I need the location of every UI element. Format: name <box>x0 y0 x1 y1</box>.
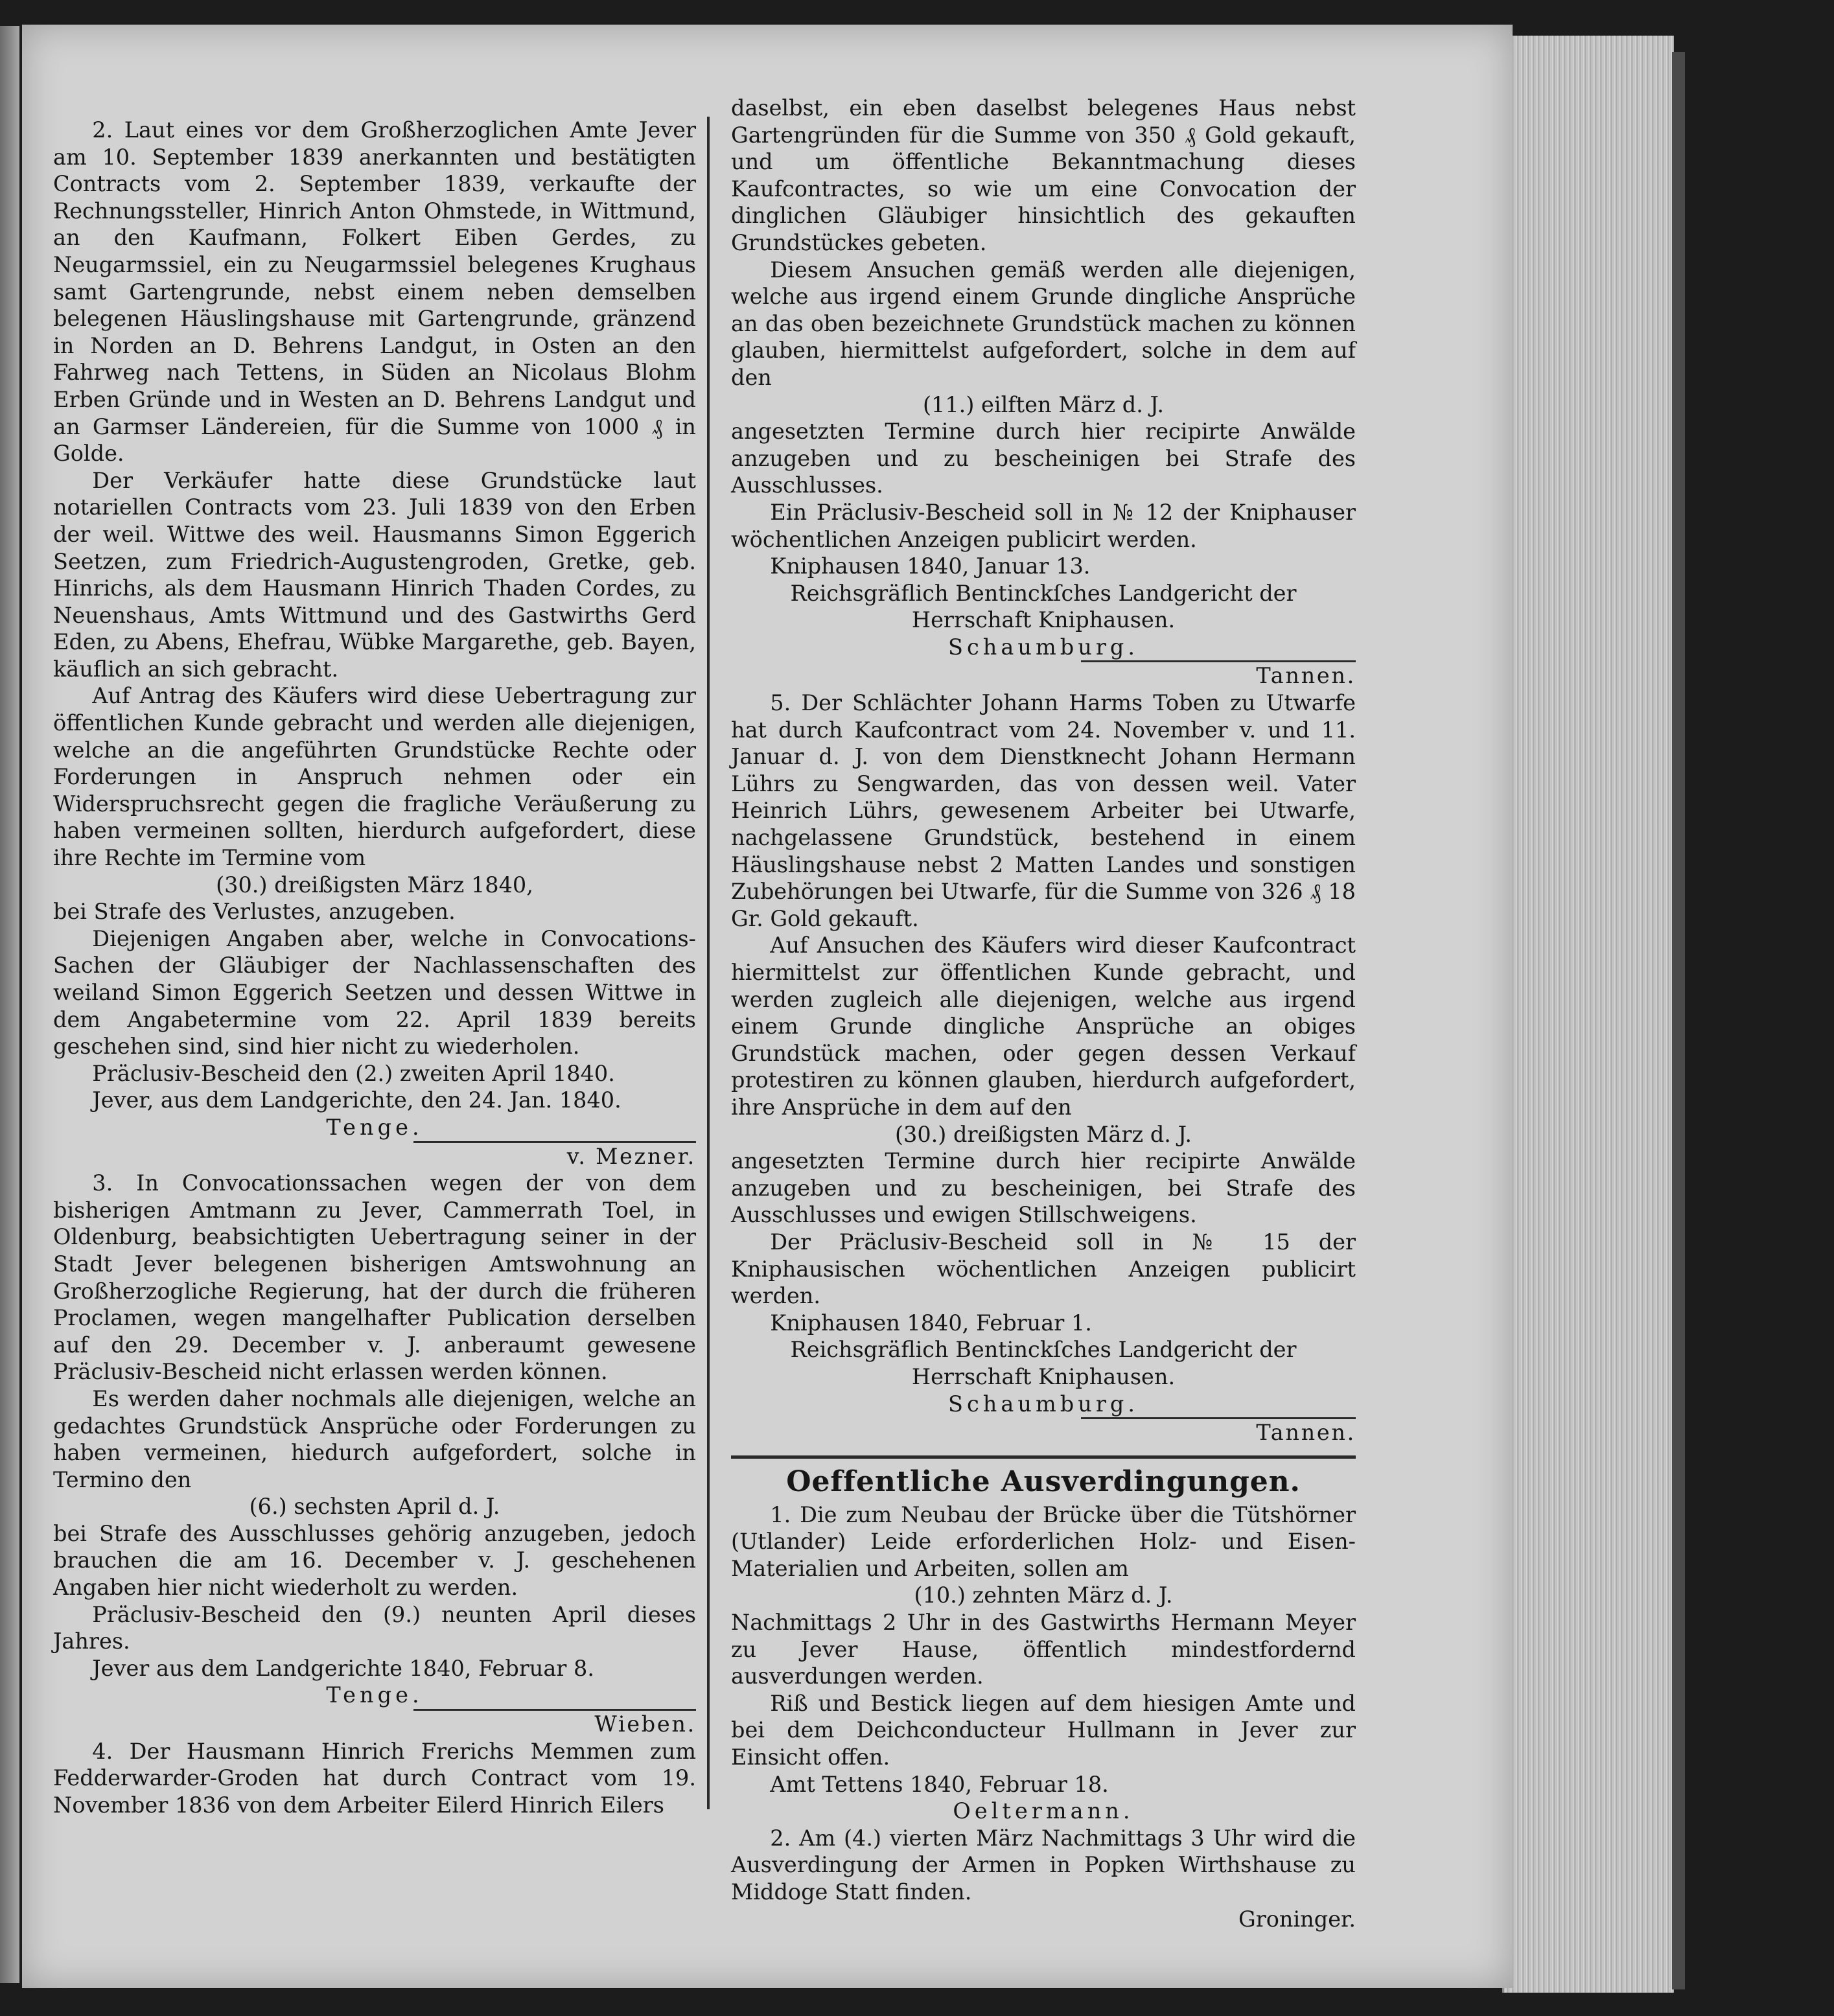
right-paragraph-22: Nachmittags 2 Uhr in des Gastwirths Hermann Meyer zu Jever Hause, öffentlich mindestfordernd ausverdungen werden. <box>731 1610 1356 1689</box>
right-paragraph-23: Riß und Bestick liegen auf dem hiesigen Amte und bei dem Deichconducteur Hullmann in Jever zur Einsicht offen. <box>731 1690 1356 1770</box>
left-paragraph-6: Präclusiv-Bescheid den (2.) zweiten April 1840. <box>92 1060 615 1086</box>
right-paragraph-14: Kniphausen 1840, Februar 1. <box>770 1310 1092 1336</box>
left-paragraph-12: (6.) sechsten April d. J. <box>249 1494 500 1520</box>
book-edge-shadow <box>1672 52 1685 1989</box>
right-paragraph-12: angesetzten Termine durch hier recipirte Anwälde anzugeben und zu bescheinigen, bei Strafe des Ausschlusses und ewigen Stillschweigens. <box>731 1148 1356 1228</box>
right-paragraph-11: (30.) dreißigsten März d. J. <box>894 1121 1192 1147</box>
left-paragraph-10: 3. In Convocationssachen wegen der von dem bisherigen Amtmann zu Jever, Cammerrath Toel, in Oldenburg, beabsichtigten Uebertragung seiner in der Stadt Jever belegenen bisherigen Amtswohnung an Großherzogliche Regierung, hat der durch die früheren Proclamen, wegen mangelhafter Publication derselben auf den 29. December v. J. anberaumt gewesene Präclusiv-Bescheid nicht erlassen werden können. <box>53 1170 696 1385</box>
left-paragraph-15: Jever aus dem Landgerichte 1840, Februar 8. <box>92 1655 594 1681</box>
left-paragraph-9: v. Mezner. <box>413 1141 696 1170</box>
book-page-block <box>1502 36 1674 1993</box>
left-paragraph-1: Der Verkäufer hatte diese Grundstücke laut notariellen Contracts vom 23. Juli 1839 von den Erben der weil. Wittwe des weil. Hausmanns Simon Eggerich Seetzen, zum Friedrich-Augustengroden, Gretke, geb. Hinrichs, als dem Hausmann Hinrich Thaden Cordes, zu Neuenshaus, Amts Wittmund und des Gastwirths Gerd Eden, zu Abens, Ehefrau, Wübke Margarethe, geb. Bayen, käuflich an sich gebracht. <box>53 467 696 682</box>
right-paragraph-21: (10.) zehnten März d. J. <box>914 1582 1173 1608</box>
right-paragraph-27: Groninger. <box>1238 1906 1356 1932</box>
right-paragraph-13: Der Präclusiv-Bescheid soll in № 15 der Kniphausischen wöchentlichen Anzeigen publicirt werden. <box>731 1229 1356 1309</box>
right-paragraph-1: Diesem Ansuchen gemäß werden alle diejenigen, welche aus irgend einem Grunde dingliche Ansprüche an das oben bezeichnete Grundstück machen zu können glauben, hiermittelst aufgefordert, solche in dem auf den <box>731 257 1356 390</box>
left-column <box>53 117 696 1818</box>
right-paragraph-9: 5. Der Schlächter Johann Harms Toben zu Utwarfe hat durch Kaufcontract vom 24. November v. und 11. Januar d. J. von dem Dienstknecht Johann Hermann Lührs zu Sengwarden, das von dessen weil. Vater Heinrich Lührs, gewesenem Arbeiter bei Utwarfe, nachgelassene Grundstück, bestehend in einem Häuslingshause nebst 2 Matten Landes und sonstigen Zubehörungen bei Utwarfe, für die Summe von 326 ₰ 18 Gr. Gold gekauft. <box>731 690 1356 931</box>
right-paragraph-15: Reichsgräflich Bentinckſches Landgericht der Herrschaft Kniphausen. <box>790 1337 1297 1389</box>
right-paragraph-10: Auf Ansuchen des Käufers wird dieser Kaufcontract hiermittelst zur öffentlichen Kunde gebracht, und werden zugleich alle diejenigen, welche aus irgend einem Grunde dingliche Ansprüche an obiges Grundstück machen, oder gegen dessen Verkauf protestiren zu können glauben, hierdurch aufgefordert, ihre Ansprüche in dem auf den <box>731 933 1356 1120</box>
right-paragraph-0: daselbst, ein eben daselbst belegenes Haus nebst Gartengründen für die Summe von 350 ₰ Gold gekauft, und um öffentliche Bekanntmachung dieses Kaufcontractes, so wie um eine Convocation der dinglichen Gläubiger hinsichtlich des gekauften Grundstückes gebeten. <box>731 95 1356 255</box>
left-paragraph-5: Diejenigen Angaben aber, welche in Convocations-Sachen der Gläubiger der Nachlassenschaften des weiland Simon Eggerich Seetzen und dessen Wittwe in dem Angabetermine vom 22. April 1839 bereits geschehen sind, sind hier nicht zu wiederholen. <box>53 925 696 1060</box>
left-paragraph-14: Präclusiv-Bescheid den (9.) neunten April dieses Jahres. <box>53 1601 696 1654</box>
left-paragraph-8: Tenge. <box>326 1114 423 1140</box>
left-paragraph-13: bei Strafe des Ausschlusses gehörig anzugeben, jedoch brauchen die am 16. December v. J. geschehenen Angaben hier nicht wiederholt zu werden. <box>53 1520 696 1601</box>
left-paragraph-17: Wieben. <box>413 1709 696 1738</box>
right-paragraph-19: Oeffentliche Ausverdingungen. <box>786 1465 1301 1498</box>
left-paragraph-2: Auf Antrag des Käufers wird diese Uebertragung zur öffentlichen Kunde gebracht und werden alle diejenigen, welche an die angeführten Grundstücke Rechte oder Forderungen in Anspruch nehmen oder ein Widerspruchsrecht gegen die fragliche Veräußerung zu haben vermeinen sollten, hierdurch aufgefordert, diese ihre Rechte im Termine vom <box>53 683 696 871</box>
column-divider <box>707 117 710 1809</box>
right-paragraph-2: (11.) eilften März d. J. <box>922 391 1165 417</box>
left-paragraph-16: Tenge. <box>326 1682 423 1708</box>
left-paragraph-0: 2. Laut eines vor dem Großherzoglichen Amte Jever am 10. September 1839 anerkannten und bestätigten Contracts vom 2. September 1839, verkaufte der Rechnungssteller, Hinrich Anton Ohmstede, in Wittmund, an den Kaufmann, Folkert Eiben Gerdes, zu Neugarmssiel, ein zu Neugarmssiel belegenes Krughaus samt Gartengrunde, nebst einem neben demselben belegenen Häuslingshause mit Gartengrunde, gränzend in Norden an D. Behrens Landgut, in Osten an den Fahrweg nach Tettens, in Süden an Nicolaus Blohm Erben Gründe und in Westen an D. Behrens Landgut und an Garmser Ländereien, für die Summe von 1000 ₰ in Golde. <box>53 117 696 467</box>
right-paragraph-4: Ein Präclusiv-Bescheid soll in № 12 der Kniphauser wöchentlichen Anzeigen publicirt werden. <box>731 499 1356 552</box>
right-paragraph-17: Tannen. <box>1081 1417 1356 1446</box>
right-column <box>731 95 1356 1932</box>
right-paragraph-25: Oeltermann. <box>953 1798 1134 1824</box>
previous-page-edge <box>0 26 19 1983</box>
right-paragraph-7: Schaumburg. <box>947 634 1139 660</box>
left-paragraph-3: (30.) dreißigsten März 1840, <box>216 872 533 898</box>
right-paragraph-20: 1. Die zum Neubau der Brücke über die Tütshörner (Utlander) Leide erforderlichen Holz- und Eisen-Materialien und Arbeiten, sollen am <box>731 1501 1356 1581</box>
left-paragraph-11: Es werden daher nochmals alle diejenigen, welche an gedachtes Grundstück Ansprüche oder Forderungen zu haben vermeinen, hiedurch aufgefordert, solche in Termino den <box>53 1385 696 1492</box>
right-paragraph-8: Tannen. <box>1081 660 1356 689</box>
right-paragraph-5: Kniphausen 1840, Januar 13. <box>770 553 1091 579</box>
left-paragraph-18: 4. Der Hausmann Hinrich Frerichs Memmen zum Fedderwarder-Groden hat durch Contract vom 19. November 1836 von dem Arbeiter Eilerd Hinrich Eilers <box>53 1738 696 1818</box>
right-paragraph-18 <box>731 1455 1356 1459</box>
right-paragraph-3: angesetzten Termine durch hier recipirte Anwälde anzugeben und zu bescheinigen bei Strafe des Ausschlusses. <box>731 419 1356 498</box>
right-paragraph-24: Amt Tettens 1840, Februar 18. <box>770 1771 1109 1797</box>
left-paragraph-7: Jever, aus dem Landgerichte, den 24. Jan. 1840. <box>92 1087 621 1113</box>
right-paragraph-16: Schaumburg. <box>947 1391 1139 1417</box>
right-paragraph-26: 2. Am (4.) vierten März Nachmittags 3 Uhr wird die Ausverdingung der Armen in Popken Wirthshause zu Middoge Statt finden. <box>731 1825 1356 1905</box>
right-paragraph-6: Reichsgräflich Bentinckſches Landgericht der Herrschaft Kniphausen. <box>790 580 1297 633</box>
left-paragraph-4: bei Strafe des Verlustes, anzugeben. <box>53 899 456 925</box>
